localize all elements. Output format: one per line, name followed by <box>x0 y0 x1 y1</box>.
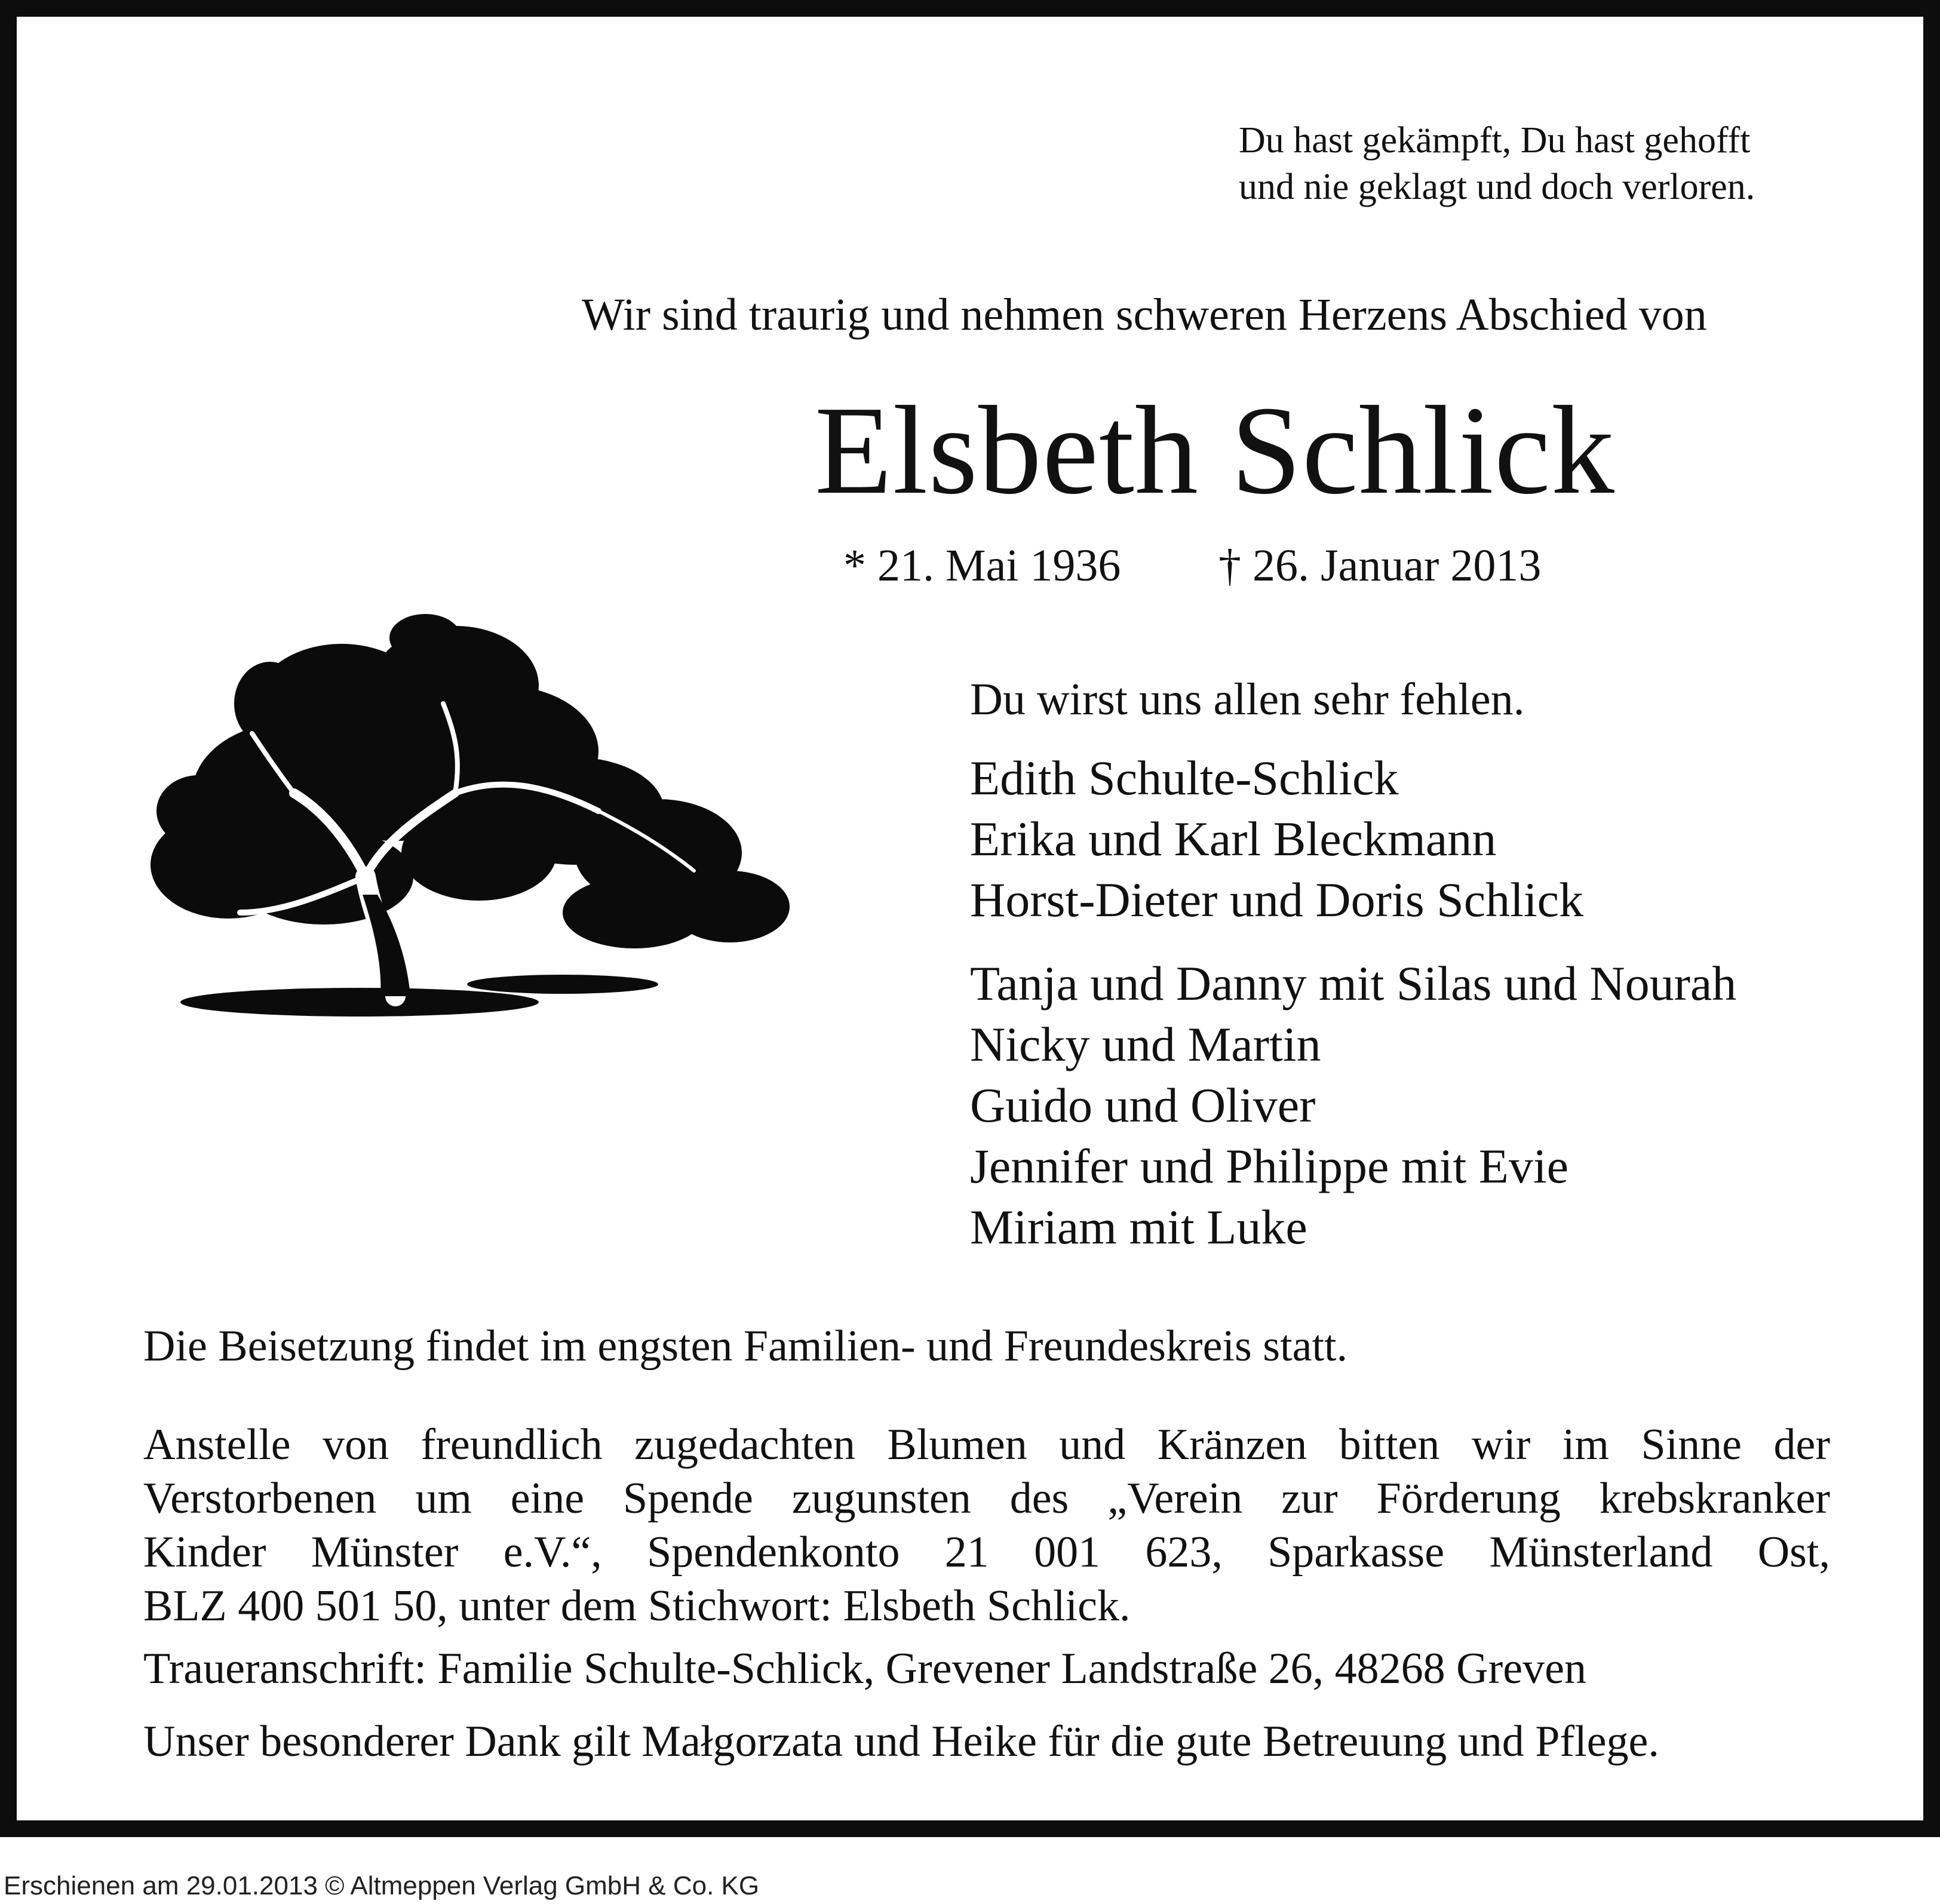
death-date: † 26. Januar 2013 <box>1218 541 1542 591</box>
family-group-2 <box>970 953 1736 1258</box>
thanks-note: Unser besonderer Dank gilt Małgorzata und Heike für die gute Betreuung und Pflege. <box>143 1717 1659 1766</box>
tree-icon <box>145 614 796 1026</box>
donation-paragraph <box>143 1418 1830 1633</box>
family-member: Guido und Oliver <box>970 1078 1316 1132</box>
family-member: Horst-Dieter und Doris Schlick <box>970 873 1584 927</box>
miss-line: Du wirst uns allen sehr fehlen. <box>970 674 1525 724</box>
family-member: Miriam mit Luke <box>970 1200 1307 1254</box>
motto-line: Du hast gekämpft, Du hast gehofft <box>1239 120 1751 161</box>
family-group-1 <box>970 748 1583 930</box>
family-member: Edith Schulte-Schlick <box>970 751 1399 805</box>
donation-line: Verstorbenen um eine Spende zugunsten des „Verein zur Förderung krebskranker <box>143 1474 1830 1523</box>
birth-date: * 21. Mai 1936 <box>843 541 1121 591</box>
family-member: Tanja und Danny mit Silas und Nourah <box>970 956 1737 1011</box>
family-member: Nicky und Martin <box>970 1017 1321 1071</box>
burial-notice: Die Beisetzung findet im engsten Familien- und Freundeskreis statt. <box>143 1322 1348 1371</box>
family-member: Erika und Karl Bleckmann <box>970 812 1497 866</box>
donation-line: BLZ 400 501 50, unter dem Stichwort: Elsbeth Schlick. <box>143 1581 1131 1630</box>
mourning-address: Traueranschrift: Familie Schulte-Schlick, Grevener Landstraße 26, 48268 Greven <box>143 1644 1586 1693</box>
family-member: Jennifer und Philippe mit Evie <box>970 1139 1569 1193</box>
donation-line: Anstelle von freundlich zugedachten Blumen und Kränzen bitten wir im Sinne der <box>143 1420 1830 1469</box>
publication-footer: Erschienen am 29.01.2013 © Altmeppen Verlag GmbH & Co. KG <box>4 1871 760 1900</box>
motto-line: und nie geklagt und doch verloren. <box>1239 167 1755 207</box>
motto <box>1239 117 1755 210</box>
donation-line: Kinder Münster e.V.“, Spendenkonto 21 001 623, Sparkasse Münsterland Ost, <box>143 1528 1830 1577</box>
deceased-name: Elsbeth Schlick <box>815 380 1615 520</box>
intro-text: Wir sind traurig und nehmen schweren Herzens Abschied von <box>582 290 1707 340</box>
